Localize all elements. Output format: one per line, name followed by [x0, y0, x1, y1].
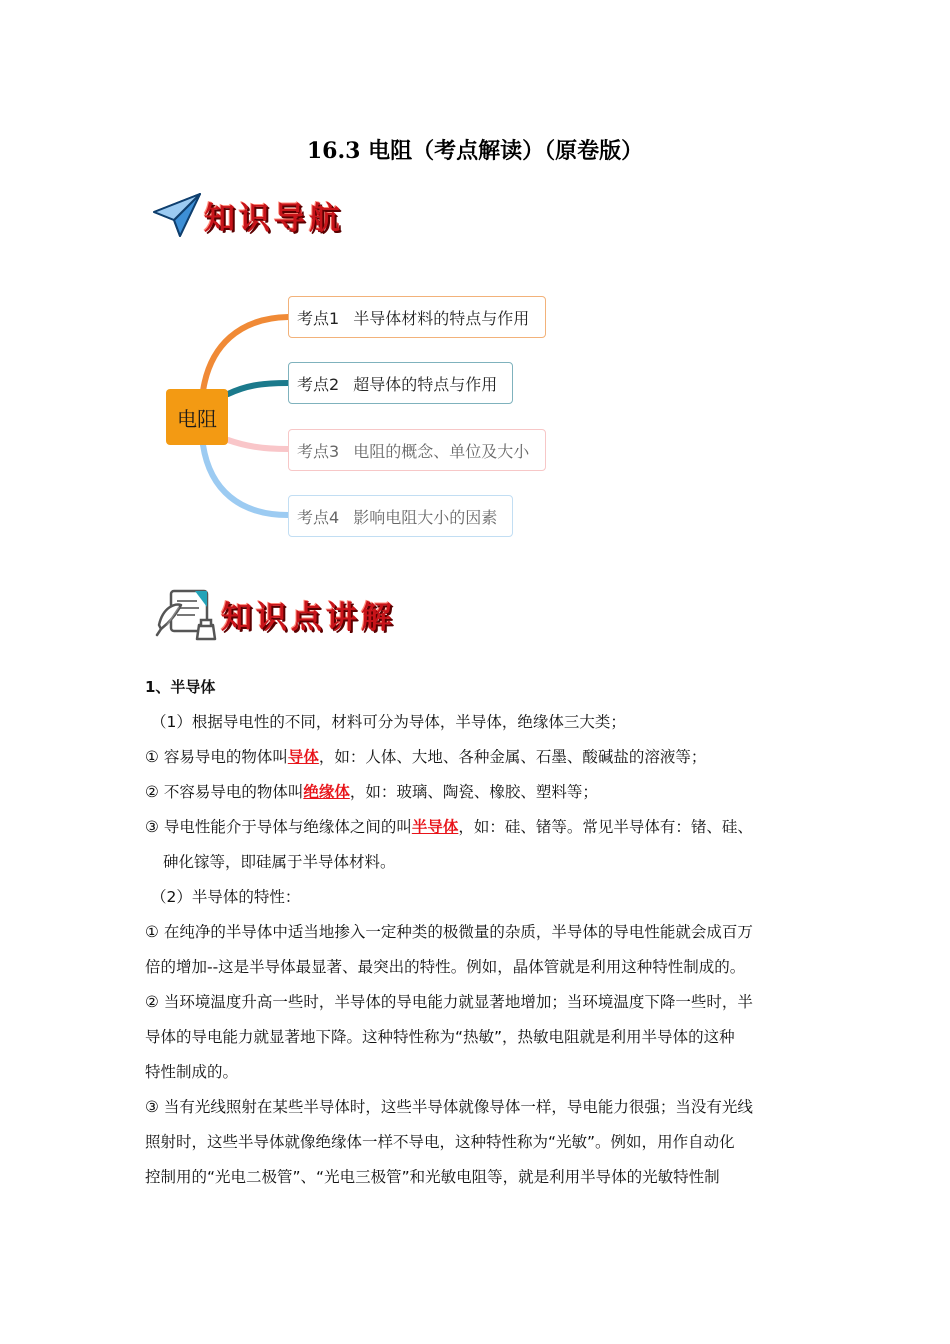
branch-line-4 [203, 445, 288, 515]
topic-text: 超导体的特点与作用 [353, 374, 498, 394]
keyword-conductor: 导体 [287, 748, 319, 766]
topic-text: 半导体材料的特点与作用 [353, 308, 530, 328]
paragraph: （2）半导体的特性： [151, 888, 301, 906]
content-body [145, 670, 810, 1195]
topic-text: 电阻的概念、单位及大小 [353, 441, 530, 461]
keyword-semiconductor: 半导体 [411, 818, 459, 836]
topic-code: 考点3 [297, 441, 340, 461]
keyword-insulator: 绝缘体 [303, 783, 350, 801]
banner-title: 知识点讲解 [221, 599, 396, 636]
knowledge-navigation-banner [150, 190, 344, 240]
page-title: 16.3 电阻（考点解读）（原卷版） [306, 138, 644, 164]
item-text: ① 容易导电的物体叫 [145, 748, 288, 766]
list-item [145, 810, 810, 845]
topic-code: 考点4 [297, 507, 340, 527]
paragraph-line: 控制用的“光电二极管”、“光电三极管”和光敏电阻等，就是利用半导体的光敏特性制 [145, 1168, 720, 1186]
paragraph-line: ③ 当有光线照射在某些半导体时，这些半导体就像导体一样，导电能力很强；当没有光线 [145, 1098, 753, 1116]
mindmap-topic-1 [288, 296, 546, 338]
paragraph-line: 导体的导电能力就显著地下降。这种特性称为“热敏”，热敏电阻就是利用半导体的这种 [145, 1028, 735, 1046]
banner-title: 知识导航 [204, 200, 344, 237]
mindmap-topic-4 [288, 495, 513, 537]
item-text: ③ 导电性能介于导体与绝缘体之间的叫 [145, 818, 412, 836]
branch-line-3 [228, 440, 288, 449]
item-text: ，如：硅、锗等。常见半导体有：锗、硅、 [458, 818, 753, 836]
paper-plane-icon [150, 190, 204, 240]
mindmap-topic-2 [288, 362, 513, 404]
list-item [145, 775, 810, 810]
item-text: ，如：人体、大地、各种金属、石墨、酸碱盐的溶液等； [318, 748, 707, 766]
list-item-continuation: 砷化镓等，即硅属于半导体材料。 [163, 853, 396, 871]
paragraph-line: ① 在纯净的半导体中适当地掺入一定种类的极微量的杂质，半导体的导电性能就会成百万 [145, 923, 753, 941]
topic-code: 考点2 [297, 374, 340, 394]
knowledge-explanation-banner [155, 585, 396, 643]
mindmap-topic-3 [288, 429, 546, 471]
scroll-quill-icon [155, 585, 221, 643]
topic-text: 影响电阻大小的因素 [353, 507, 498, 527]
section-heading: 1、半导体 [145, 678, 216, 696]
paragraph-line: ② 当环境温度升高一些时，半导体的导电能力就显著地增加；当环境温度下降一些时，半 [145, 993, 753, 1011]
paragraph-line: 照射时，这些半导体就像绝缘体一样不导电，这种特性称为“光敏”。例如，用作自动化 [145, 1133, 735, 1151]
item-text: ，如：玻璃、陶瓷、橡胶、塑料等； [349, 783, 598, 801]
list-item [145, 740, 810, 775]
branch-line-1 [203, 317, 288, 391]
paragraph-line: 倍的增加--这是半导体最显著、最突出的特性。例如，晶体管就是利用这种特性制成的。 [145, 958, 746, 976]
item-text: ② 不容易导电的物体叫 [145, 783, 304, 801]
topic-code: 考点1 [297, 308, 340, 328]
mindmap-center-node: 电阻 [166, 389, 228, 445]
paragraph-line: 特性制成的。 [145, 1063, 239, 1081]
branch-line-2 [228, 383, 288, 394]
paragraph: （1）根据导电性的不同，材料可分为导体，半导体，绝缘体三大类； [151, 713, 626, 731]
